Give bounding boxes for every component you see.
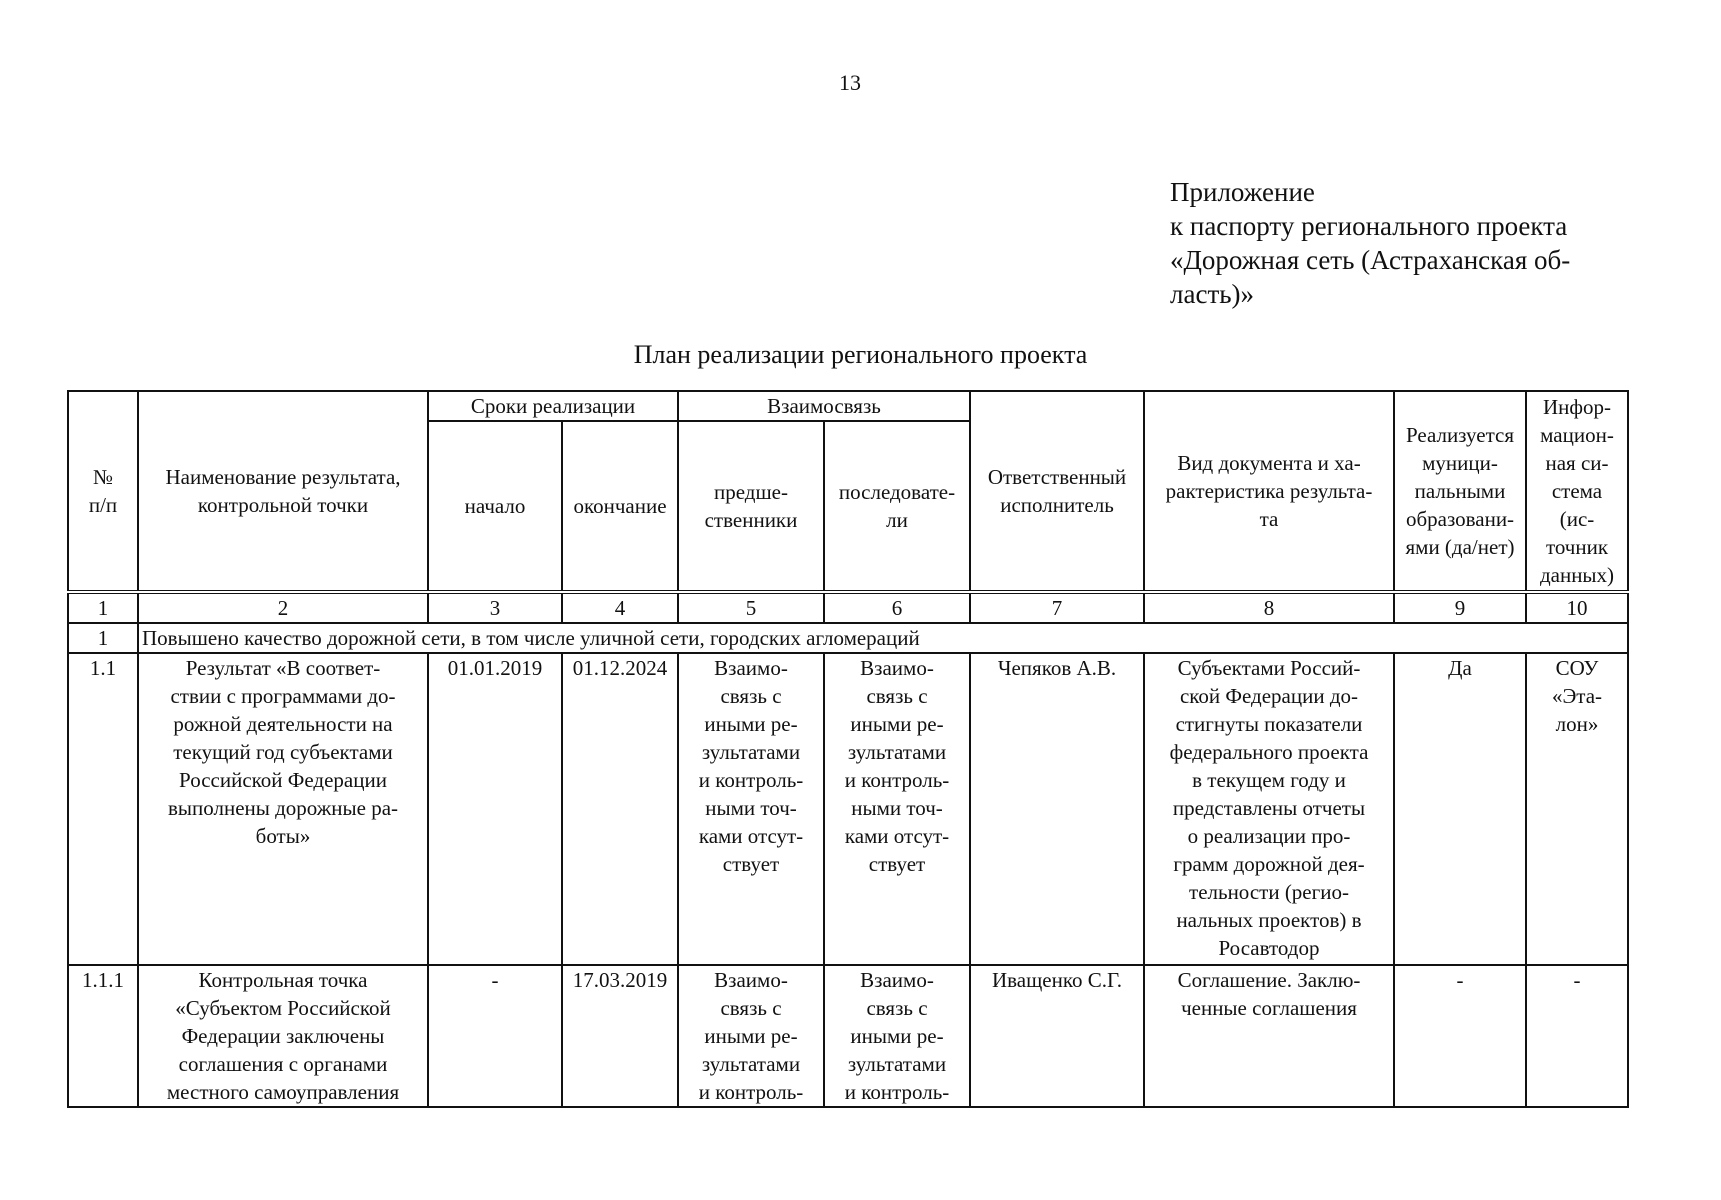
header-doc-type: Вид документа и ха- рактеристика результа- та (1144, 391, 1394, 592)
table-row (68, 653, 1628, 965)
header-end: окончание (562, 421, 678, 592)
table-row (68, 965, 1628, 1107)
header-municipal: Реализуется муници- пальными образовани- ями (да/нет) (1394, 391, 1526, 592)
header-name: Наименование результата, контрольной точки (138, 391, 428, 592)
row-doc-type: Субъектами Россий- ской Федерации до- стигнуты показатели федерального проекта в текущем году и представлены отчеты о реализации про- грамм дорожной дея- тельности (регио- нальных проектов) в Росавтодор (1144, 653, 1394, 965)
row-predecessors: Взаимо- связь с иными ре- зультатами и контроль- (678, 965, 824, 1107)
column-number: 10 (1526, 592, 1628, 623)
row-municipal: Да (1394, 653, 1526, 965)
appendix-line: к паспорту регионального проекта (1170, 211, 1568, 241)
header-terms: Сроки реализации (428, 391, 678, 421)
row-end: 01.12.2024 (562, 653, 678, 965)
appendix-line: ласть)» (1170, 279, 1255, 309)
page-number: 13 (839, 70, 861, 95)
header-num: № п/п (68, 391, 138, 592)
column-number: 7 (970, 592, 1144, 623)
row-info-system: СОУ «Эта- лон» (1526, 653, 1628, 965)
row-responsible: Иващенко С.Г. (970, 965, 1144, 1107)
column-number: 4 (562, 592, 678, 623)
plan-title: План реализации регионального проекта (633, 340, 1088, 369)
section-title: Повышено качество дорожной сети, в том числе уличной сети, городских агломераций (138, 623, 1628, 653)
row-num: 1.1 (68, 653, 138, 965)
row-start: 01.01.2019 (428, 653, 562, 965)
row-info-system: - (1526, 965, 1628, 1107)
header-relation: Взаимосвязь (678, 391, 970, 421)
row-responsible: Чепяков А.В. (970, 653, 1144, 965)
appendix-line: «Дорожная сеть (Астраханская об- (1170, 245, 1571, 275)
header-row (68, 391, 1628, 421)
row-successors: Взаимо- связь с иными ре- зультатами и контроль- (824, 965, 970, 1107)
header-start: начало (428, 421, 562, 592)
header-predecessors: предше- ственники (678, 421, 824, 592)
plan-table (67, 390, 1629, 1108)
column-number: 8 (1144, 592, 1394, 623)
appendix-block (1170, 175, 1610, 311)
row-name: Контрольная точка «Субъектом Российской Федерации заключены соглашения с органами местного самоуправления (138, 965, 428, 1107)
column-number-row (68, 592, 1628, 623)
column-number: 2 (138, 592, 428, 623)
column-number: 5 (678, 592, 824, 623)
row-name: Результат «В соответ- ствии с программами до- рожной деятельности на текущий год субъектами Российской Федерации выполнены дорожные ра- боты» (138, 653, 428, 965)
column-number: 3 (428, 592, 562, 623)
column-number: 6 (824, 592, 970, 623)
header-info-system: Инфор- мацион- ная си- стема (ис- точник данных) (1526, 391, 1628, 592)
column-number: 1 (68, 592, 138, 623)
row-municipal: - (1394, 965, 1526, 1107)
section-row (68, 623, 1628, 653)
header-successors: последовате- ли (824, 421, 970, 592)
section-num: 1 (68, 623, 138, 653)
appendix-line: Приложение (1170, 177, 1315, 207)
row-predecessors: Взаимо- связь с иными ре- зультатами и контроль- ными точ- ками отсут- ствует (678, 653, 824, 965)
row-end: 17.03.2019 (562, 965, 678, 1107)
row-doc-type: Соглашение. Заклю- ченные соглашения (1144, 965, 1394, 1107)
row-start: - (428, 965, 562, 1107)
header-responsible: Ответственный исполнитель (970, 391, 1144, 592)
column-number: 9 (1394, 592, 1526, 623)
row-successors: Взаимо- связь с иными ре- зультатами и контроль- ными точ- ками отсут- ствует (824, 653, 970, 965)
row-num: 1.1.1 (68, 965, 138, 1107)
